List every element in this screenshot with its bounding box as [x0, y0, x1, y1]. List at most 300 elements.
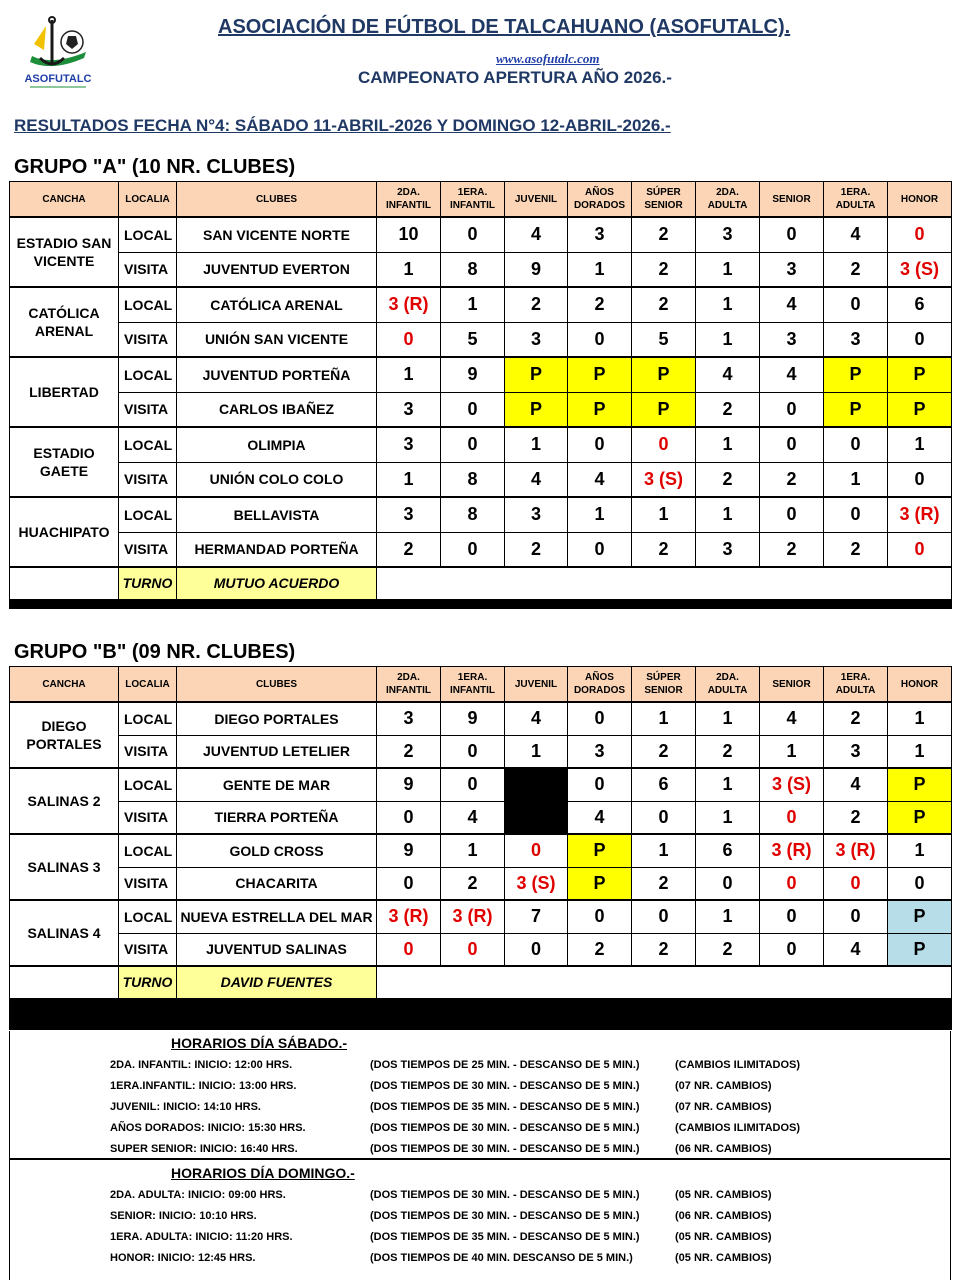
website-link[interactable]: www.asofutalc.com: [496, 51, 600, 66]
localia-cell: VISITA: [119, 322, 177, 357]
score-cell: 5: [632, 322, 696, 357]
score-cell: 2: [632, 217, 696, 252]
score-cell: 3: [760, 322, 824, 357]
score-cell: 0: [760, 392, 824, 427]
score-cell: 3: [696, 532, 760, 567]
match-row: [10, 357, 952, 392]
club-name: TIERRA PORTEÑA: [177, 801, 377, 834]
score-cell: 1: [568, 497, 632, 532]
score-cell: 3 (S): [888, 252, 952, 287]
score-cell: 1: [377, 462, 441, 497]
table-header-row: [10, 182, 952, 218]
column-header: AÑOS DORADOS: [568, 182, 632, 218]
svg-text:ASOFUTALC: ASOFUTALC: [24, 73, 92, 85]
score-cell: 4: [760, 702, 824, 735]
column-header: SÚPER SENIOR: [632, 667, 696, 703]
club-name: CARLOS IBAÑEZ: [177, 392, 377, 427]
score-cell: [505, 768, 568, 801]
match-row: [10, 217, 952, 252]
column-header: 1ERA. ADULTA: [824, 182, 888, 218]
score-cell: 3 (S): [760, 768, 824, 801]
score-cell: 2: [505, 287, 568, 322]
schedule-changes: (06 NR. CAMBIOS): [675, 1210, 772, 1222]
score-cell: P: [888, 768, 952, 801]
score-cell: 0: [888, 322, 952, 357]
sunday-schedule-title: HORARIOS DÍA DOMINGO.-: [171, 1165, 355, 1181]
score-cell: 3 (R): [377, 287, 441, 322]
schedule-cat: AÑOS DORADOS: INICIO: 15:30 HRS.: [110, 1122, 306, 1134]
localia-cell: VISITA: [119, 252, 177, 287]
match-row: [10, 532, 952, 567]
score-cell: 9: [441, 357, 505, 392]
column-header: 1ERA. INFANTIL: [441, 182, 505, 218]
schedule-cat: 1ERA. ADULTA: INICIO: 11:20 HRS.: [110, 1231, 293, 1243]
score-cell: P: [568, 357, 632, 392]
score-cell: 2: [632, 735, 696, 768]
score-cell: 3: [696, 217, 760, 252]
localia-cell: VISITA: [119, 933, 177, 966]
score-cell: P: [888, 900, 952, 933]
score-cell: 0: [760, 867, 824, 900]
schedule-cat: 1ERA.INFANTIL: INICIO: 13:00 HRS.: [110, 1080, 297, 1092]
score-cell: 0: [441, 427, 505, 462]
score-cell: 0: [441, 532, 505, 567]
score-cell: 0: [377, 322, 441, 357]
club-name: GOLD CROSS: [177, 834, 377, 867]
match-row: [10, 322, 952, 357]
schedule-changes: (07 NR. CAMBIOS): [675, 1080, 772, 1092]
match-row: [10, 933, 952, 966]
cancha-cell: CATÓLICA ARENAL: [10, 287, 119, 357]
score-cell: 1: [441, 287, 505, 322]
cancha-cell: ESTADIO SAN VICENTE: [10, 217, 119, 287]
localia-cell: LOCAL: [119, 427, 177, 462]
schedule-time: (DOS TIEMPOS DE 30 MIN. - DESCANSO DE 5 MIN.): [370, 1143, 640, 1155]
club-name: DIEGO PORTALES: [177, 702, 377, 735]
score-cell: 7: [505, 900, 568, 933]
score-cell: 0: [696, 867, 760, 900]
club-name: CATÓLICA ARENAL: [177, 287, 377, 322]
column-header: CLUBES: [177, 667, 377, 703]
club-name: GENTE DE MAR: [177, 768, 377, 801]
score-cell: P: [568, 867, 632, 900]
schedule-cat: HONOR: INICIO: 12:45 HRS.: [110, 1252, 256, 1264]
score-cell: 2: [568, 933, 632, 966]
localia-cell: LOCAL: [119, 287, 177, 322]
score-cell: 3 (S): [632, 462, 696, 497]
score-cell: 3 (R): [824, 834, 888, 867]
score-cell: 0: [760, 933, 824, 966]
score-cell: 2: [824, 252, 888, 287]
score-cell: 1: [888, 702, 952, 735]
score-cell: 8: [441, 462, 505, 497]
schedule-changes: (06 NR. CAMBIOS): [675, 1143, 772, 1155]
column-header: LOCALIA: [119, 182, 177, 218]
score-cell: P: [888, 392, 952, 427]
club-name: JUVENTUD PORTEÑA: [177, 357, 377, 392]
localia-cell: LOCAL: [119, 702, 177, 735]
club-name: OLIMPIA: [177, 427, 377, 462]
score-cell: 2: [760, 462, 824, 497]
score-cell: 2: [632, 287, 696, 322]
empty-cell: [10, 567, 119, 599]
score-cell: 3 (R): [760, 834, 824, 867]
score-cell: 0: [760, 900, 824, 933]
score-cell: 3: [377, 702, 441, 735]
schedule-cat: 2DA. INFANTIL: INICIO: 12:00 HRS.: [110, 1059, 293, 1071]
score-cell: 4: [568, 462, 632, 497]
club-name: SAN VICENTE NORTE: [177, 217, 377, 252]
score-cell: P: [505, 392, 568, 427]
score-cell: 6: [696, 834, 760, 867]
score-cell: 4: [505, 462, 568, 497]
score-cell: 1: [696, 252, 760, 287]
turno-row: [10, 966, 952, 998]
score-cell: 1: [696, 702, 760, 735]
cancha-cell: SALINAS 3: [10, 834, 119, 900]
turno-value: MUTUO ACUERDO: [177, 567, 377, 599]
schedule-cat: SENIOR: INICIO: 10:10 HRS.: [110, 1210, 257, 1222]
table-header-row: [10, 667, 952, 703]
score-cell: 4: [760, 287, 824, 322]
schedule-changes: (05 NR. CAMBIOS): [675, 1231, 772, 1243]
score-cell: 1: [696, 322, 760, 357]
black-bar: [10, 599, 952, 608]
score-cell: 3: [505, 322, 568, 357]
score-cell: 1: [696, 801, 760, 834]
score-cell: 0: [441, 735, 505, 768]
score-cell: 0: [632, 900, 696, 933]
black-bar: [10, 998, 952, 1029]
localia-cell: LOCAL: [119, 900, 177, 933]
schedule-changes: (CAMBIOS ILIMITADOS): [675, 1059, 801, 1071]
score-cell: 4: [824, 768, 888, 801]
score-cell: 1: [888, 427, 952, 462]
score-cell: 1: [632, 834, 696, 867]
localia-cell: VISITA: [119, 867, 177, 900]
score-cell: 2: [377, 532, 441, 567]
score-cell: 0: [568, 768, 632, 801]
score-cell: 0: [568, 702, 632, 735]
score-cell: 1: [568, 252, 632, 287]
score-cell: 0: [824, 867, 888, 900]
championship-title: CAMPEONATO APERTURA AÑO 2026.-: [358, 68, 672, 87]
localia-cell: VISITA: [119, 462, 177, 497]
match-row: [10, 900, 952, 933]
score-cell: 1: [696, 427, 760, 462]
score-cell: 0: [632, 427, 696, 462]
score-cell: 0: [760, 217, 824, 252]
score-cell: 4: [505, 217, 568, 252]
score-cell: 0: [632, 801, 696, 834]
score-cell: 9: [441, 702, 505, 735]
org-title: ASOCIACIÓN DE FÚTBOL DE TALCAHUANO (ASOFUTALC).: [218, 16, 791, 38]
localia-cell: VISITA: [119, 392, 177, 427]
score-cell: 0: [760, 801, 824, 834]
score-cell: 0: [888, 462, 952, 497]
club-name: UNIÓN COLO COLO: [177, 462, 377, 497]
score-cell: 0: [824, 900, 888, 933]
score-cell: 2: [760, 532, 824, 567]
score-cell: 3: [505, 497, 568, 532]
score-cell: 1: [760, 735, 824, 768]
score-cell: 3: [377, 497, 441, 532]
score-cell: 4: [824, 217, 888, 252]
score-cell: 8: [441, 252, 505, 287]
column-header: SENIOR: [760, 667, 824, 703]
score-cell: 0: [888, 867, 952, 900]
group-b-title: GRUPO "B" (09 NR. CLUBES): [14, 641, 296, 663]
score-cell: P: [568, 834, 632, 867]
score-cell: 0: [760, 497, 824, 532]
score-cell: 1: [888, 735, 952, 768]
schedule-time: (DOS TIEMPOS DE 35 MIN. - DESCANSO DE 5 MIN.): [370, 1101, 640, 1113]
empty-cell: [10, 966, 119, 998]
match-row: [10, 287, 952, 322]
column-header: CANCHA: [10, 182, 119, 218]
column-header: 1ERA. INFANTIL: [441, 667, 505, 703]
schedule-time: (DOS TIEMPOS DE 40 MIN. DESCANSO DE 5 MIN.): [370, 1252, 633, 1264]
score-cell: 0: [760, 427, 824, 462]
schedule-time: (DOS TIEMPOS DE 30 MIN. - DESCANSO DE 5 MIN.): [370, 1189, 640, 1201]
score-cell: 1: [441, 834, 505, 867]
asofutalc-logo: [22, 14, 94, 92]
localia-cell: LOCAL: [119, 768, 177, 801]
score-cell: 1: [505, 735, 568, 768]
club-name: CHACARITA: [177, 867, 377, 900]
score-cell: 0: [888, 532, 952, 567]
score-cell: 3: [824, 735, 888, 768]
schedule-changes: (07 NR. CAMBIOS): [675, 1101, 772, 1113]
schedule-cat: JUVENIL: INICIO: 14:10 HRS.: [110, 1101, 261, 1113]
score-cell: 2: [824, 532, 888, 567]
score-cell: 1: [632, 702, 696, 735]
turno-label: TURNO: [119, 966, 177, 998]
localia-cell: VISITA: [119, 735, 177, 768]
score-cell: 1: [888, 834, 952, 867]
score-cell: 0: [824, 497, 888, 532]
cancha-cell: ESTADIO GAETE: [10, 427, 119, 497]
score-cell: 1: [505, 427, 568, 462]
column-header: 2DA. ADULTA: [696, 182, 760, 218]
score-cell: 2: [632, 867, 696, 900]
turno-value: DAVID FUENTES: [177, 966, 377, 998]
column-header: JUVENIL: [505, 667, 568, 703]
score-cell: 0: [377, 867, 441, 900]
score-cell: 1: [696, 768, 760, 801]
score-cell: 4: [568, 801, 632, 834]
score-cell: P: [632, 392, 696, 427]
column-header: AÑOS DORADOS: [568, 667, 632, 703]
score-cell: 0: [824, 287, 888, 322]
score-cell: 2: [696, 392, 760, 427]
schedule-changes: (CAMBIOS ILIMITADOS): [675, 1122, 801, 1134]
score-cell: 3: [377, 427, 441, 462]
score-cell: 3: [824, 322, 888, 357]
black-bar-cell: [10, 599, 952, 608]
column-header: 2DA. ADULTA: [696, 667, 760, 703]
match-row: [10, 867, 952, 900]
score-cell: 0: [377, 801, 441, 834]
club-name: NUEVA ESTRELLA DEL MAR: [177, 900, 377, 933]
score-cell: 2: [377, 735, 441, 768]
club-name: JUVENTUD EVERTON: [177, 252, 377, 287]
score-cell: 2: [824, 702, 888, 735]
score-cell: 1: [696, 900, 760, 933]
schedule-time: (DOS TIEMPOS DE 30 MIN. - DESCANSO DE 5 MIN.): [370, 1122, 640, 1134]
score-cell: 10: [377, 217, 441, 252]
score-cell: 2: [632, 252, 696, 287]
match-row: [10, 462, 952, 497]
score-cell: 2: [696, 735, 760, 768]
match-row: [10, 768, 952, 801]
group-a-table: [9, 181, 952, 609]
localia-cell: LOCAL: [119, 357, 177, 392]
schedule-time: (DOS TIEMPOS DE 30 MIN. - DESCANSO DE 5 MIN.): [370, 1210, 640, 1222]
match-row: [10, 834, 952, 867]
score-cell: 0: [568, 427, 632, 462]
schedule-time: (DOS TIEMPOS DE 30 MIN. - DESCANSO DE 5 MIN.): [370, 1080, 640, 1092]
localia-cell: LOCAL: [119, 217, 177, 252]
saturday-schedule-title: HORARIOS DÍA SÁBADO.-: [171, 1035, 348, 1051]
club-name: JUVENTUD LETELIER: [177, 735, 377, 768]
score-cell: 3: [760, 252, 824, 287]
group-b-table: [9, 666, 952, 1030]
score-cell: 2: [568, 287, 632, 322]
score-cell: P: [824, 357, 888, 392]
score-cell: 2: [441, 867, 505, 900]
score-cell: 0: [505, 933, 568, 966]
score-cell: P: [568, 392, 632, 427]
club-name: HERMANDAD PORTEÑA: [177, 532, 377, 567]
column-header: 1ERA. ADULTA: [824, 667, 888, 703]
column-header: HONOR: [888, 182, 952, 218]
localia-cell: VISITA: [119, 801, 177, 834]
empty-cell: [377, 966, 952, 998]
column-header: LOCALIA: [119, 667, 177, 703]
black-bar-cell: [10, 998, 952, 1029]
score-cell: 6: [632, 768, 696, 801]
score-cell: 0: [824, 427, 888, 462]
score-cell: 1: [377, 252, 441, 287]
empty-cell: [377, 567, 952, 599]
score-cell: 4: [505, 702, 568, 735]
score-cell: 0: [441, 768, 505, 801]
score-cell: 1: [824, 462, 888, 497]
cancha-cell: SALINAS 2: [10, 768, 119, 834]
score-cell: 0: [505, 834, 568, 867]
score-cell: 3: [377, 392, 441, 427]
schedule-time: (DOS TIEMPOS DE 35 MIN. - DESCANSO DE 5 MIN.): [370, 1231, 640, 1243]
match-row: [10, 427, 952, 462]
score-cell: P: [824, 392, 888, 427]
match-row: [10, 735, 952, 768]
score-cell: 1: [377, 357, 441, 392]
score-cell: 0: [568, 322, 632, 357]
cancha-cell: DIEGO PORTALES: [10, 702, 119, 768]
score-cell: 0: [568, 532, 632, 567]
score-cell: 0: [441, 933, 505, 966]
score-cell: 1: [632, 497, 696, 532]
match-row: [10, 702, 952, 735]
column-header: 2DA. INFANTIL: [377, 667, 441, 703]
score-cell: 2: [632, 532, 696, 567]
score-cell: 3 (R): [441, 900, 505, 933]
score-cell: P: [888, 933, 952, 966]
club-name: UNIÓN SAN VICENTE: [177, 322, 377, 357]
column-header: CLUBES: [177, 182, 377, 218]
cancha-cell: LIBERTAD: [10, 357, 119, 427]
cancha-cell: HUACHIPATO: [10, 497, 119, 567]
score-cell: 0: [568, 900, 632, 933]
column-header: JUVENIL: [505, 182, 568, 218]
score-cell: 3 (S): [505, 867, 568, 900]
cancha-cell: SALINAS 4: [10, 900, 119, 966]
score-cell: 9: [377, 834, 441, 867]
score-cell: 1: [696, 497, 760, 532]
score-cell: 0: [441, 392, 505, 427]
match-row: [10, 497, 952, 532]
score-cell: P: [888, 357, 952, 392]
match-row: [10, 392, 952, 427]
match-row: [10, 801, 952, 834]
score-cell: 3 (R): [888, 497, 952, 532]
score-cell: 0: [888, 217, 952, 252]
turno-label: TURNO: [119, 567, 177, 599]
column-header: 2DA. INFANTIL: [377, 182, 441, 218]
score-cell: 9: [377, 768, 441, 801]
schedule-divider: [9, 1158, 951, 1160]
score-cell: 4: [824, 933, 888, 966]
score-cell: 4: [441, 801, 505, 834]
results-title: RESULTADOS FECHA N°4: SÁBADO 11-ABRIL-2026 Y DOMINGO 12-ABRIL-2026.-: [14, 116, 671, 135]
group-a-title: GRUPO "A" (10 NR. CLUBES): [14, 156, 296, 178]
score-cell: 2: [696, 462, 760, 497]
match-row: [10, 252, 952, 287]
score-cell: 2: [696, 933, 760, 966]
score-cell: 8: [441, 497, 505, 532]
score-cell: 4: [696, 357, 760, 392]
turno-row: [10, 567, 952, 599]
score-cell: 3 (R): [377, 900, 441, 933]
score-cell: 3: [568, 217, 632, 252]
score-cell: [505, 801, 568, 834]
schedule-changes: (05 NR. CAMBIOS): [675, 1189, 772, 1201]
score-cell: 0: [441, 217, 505, 252]
club-name: BELLAVISTA: [177, 497, 377, 532]
score-cell: 4: [760, 357, 824, 392]
score-cell: P: [888, 801, 952, 834]
score-cell: 2: [632, 933, 696, 966]
score-cell: 1: [696, 287, 760, 322]
score-cell: 2: [505, 532, 568, 567]
column-header: SENIOR: [760, 182, 824, 218]
column-header: SÚPER SENIOR: [632, 182, 696, 218]
score-cell: 5: [441, 322, 505, 357]
column-header: HONOR: [888, 667, 952, 703]
score-cell: 9: [505, 252, 568, 287]
score-cell: 6: [888, 287, 952, 322]
schedule-time: (DOS TIEMPOS DE 25 MIN. - DESCANSO DE 5 MIN.): [370, 1059, 640, 1071]
score-cell: 2: [824, 801, 888, 834]
localia-cell: VISITA: [119, 532, 177, 567]
score-cell: 3: [568, 735, 632, 768]
column-header: CANCHA: [10, 667, 119, 703]
score-cell: P: [505, 357, 568, 392]
schedule-changes: (05 NR. CAMBIOS): [675, 1252, 772, 1264]
score-cell: P: [632, 357, 696, 392]
schedule-cat: SUPER SENIOR: INICIO: 16:40 HRS.: [110, 1143, 298, 1155]
